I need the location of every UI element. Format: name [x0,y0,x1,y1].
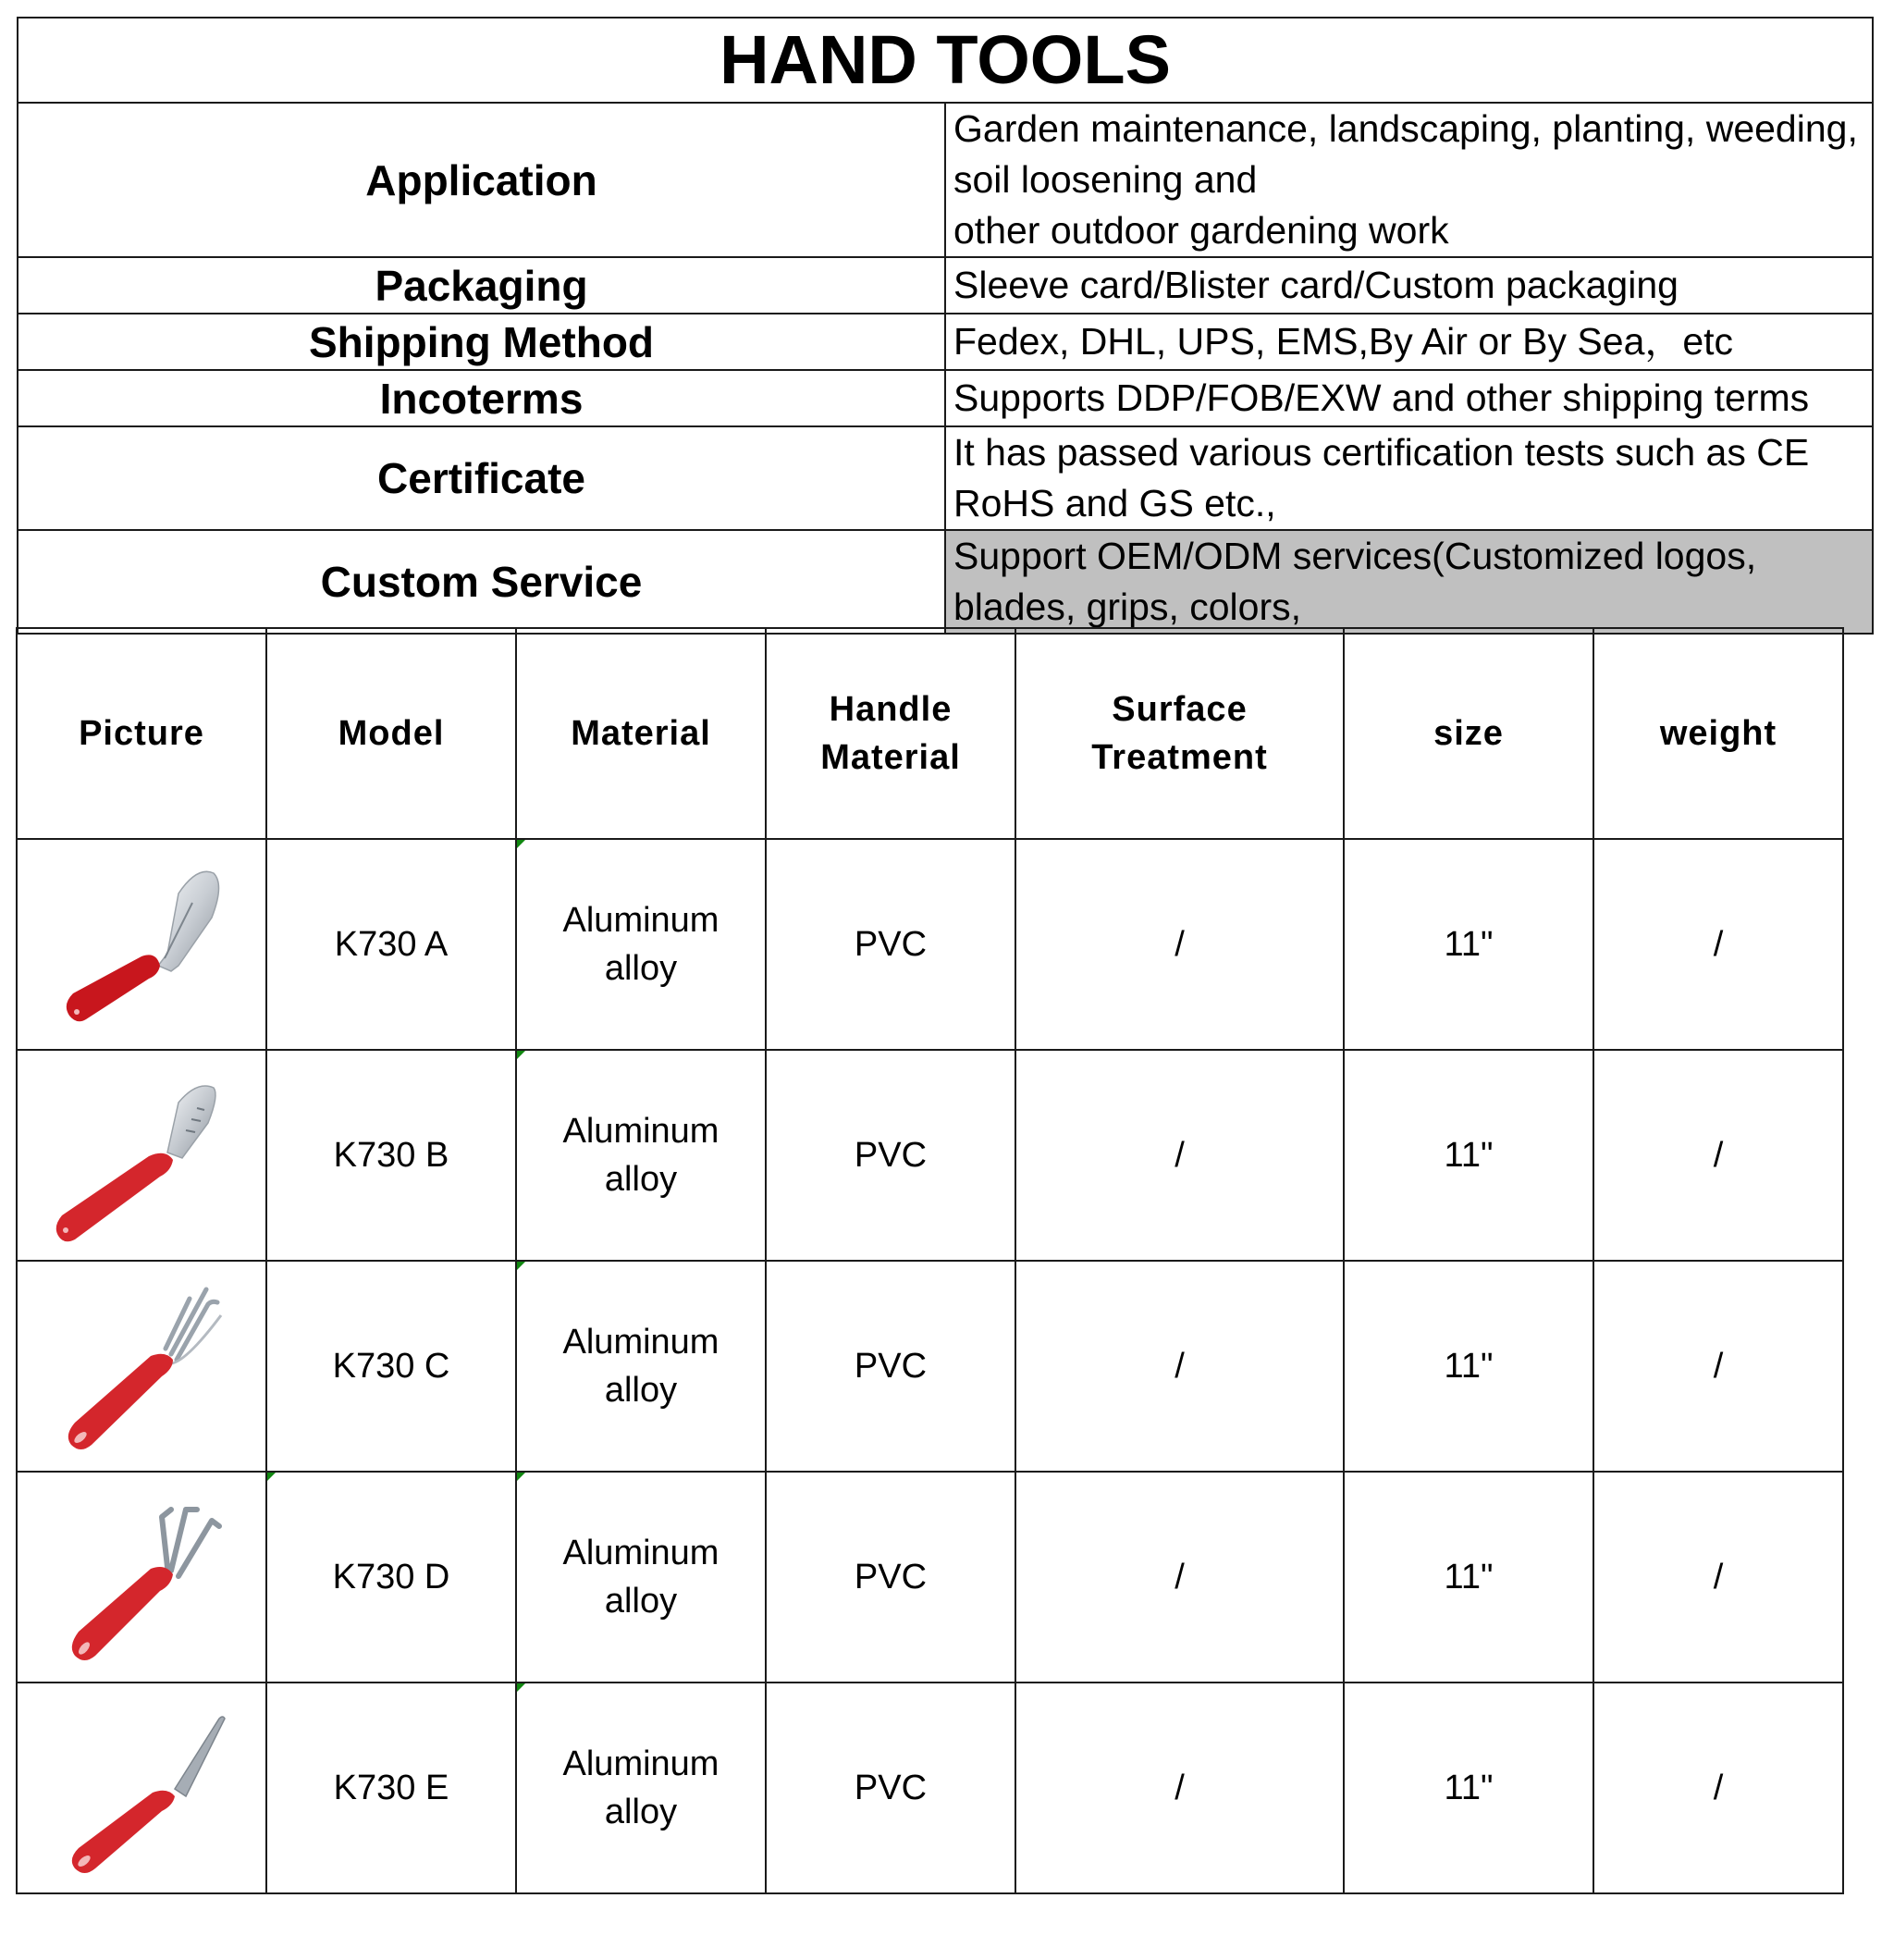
comment-marker [517,1683,525,1692]
model-text: K730 D [332,1558,450,1596]
model-cell: K730 C [266,1261,516,1472]
table-row [17,1050,1843,1261]
picture-cell [17,1683,266,1893]
material-cell [516,1050,766,1261]
weight-cell: / [1593,839,1843,1050]
weight-cell: / [1593,1261,1843,1472]
header-size: size [1344,628,1593,839]
size-cell: 11" [1344,839,1593,1050]
page-title: HAND TOOLS [18,18,1873,103]
size-cell: 11" [1344,1050,1593,1261]
transplanter-icon [49,1067,234,1243]
table-row [17,839,1843,1050]
model-cell: K730 E [266,1683,516,1893]
picture-cell [17,839,266,1050]
fork-icon [49,1278,234,1454]
weeder-icon [49,1700,234,1876]
header-line: Treatment [1091,738,1268,777]
header-picture: Picture [17,628,266,839]
spec-row-incoterms [18,370,1873,426]
comment-marker [517,1262,525,1270]
header-line: Surface [1112,690,1248,729]
header-model: Model [266,628,516,839]
material-line: alloy [604,1371,678,1410]
picture-cell [17,1261,266,1472]
handle-cell: PVC [766,1050,1015,1261]
comment-marker [267,1473,276,1481]
spec-label: Certificate [18,426,945,530]
spec-value: It has passed various certification tests such as CE RoHS and GS etc., [945,426,1873,530]
model-cell [266,1472,516,1683]
material-cell [516,839,766,1050]
spec-label: Packaging [18,257,945,314]
material-line: alloy [604,949,678,988]
table-row [17,1472,1843,1683]
header-surface-treatment [1015,628,1344,839]
spec-label: Application [18,103,945,257]
header-handle-material [766,628,1015,839]
size-cell: 11" [1344,1472,1593,1683]
material-cell [516,1472,766,1683]
handle-cell: PVC [766,1683,1015,1893]
model-cell: K730 B [266,1050,516,1261]
spec-value-selected[interactable]: Support OEM/ODM services(Customized logos, blades, grips, colors, [945,530,1873,634]
spec-value-line: Garden maintenance, landscaping, planting, weeding, soil loosening and [953,107,1858,201]
handle-cell: PVC [766,1261,1015,1472]
handle-cell: PVC [766,1472,1015,1683]
model-cell: K730 A [266,839,516,1050]
material-cell [516,1683,766,1893]
weight-cell: / [1593,1472,1843,1683]
spec-value: Sleeve card/Blister card/Custom packaging [945,257,1873,314]
spec-row-certificate [18,426,1873,530]
header-weight: weight [1593,628,1843,839]
spec-label: Incoterms [18,370,945,426]
weight-cell: / [1593,1683,1843,1893]
product-header-row [17,628,1843,839]
material-cell [516,1261,766,1472]
size-cell: 11" [1344,1683,1593,1893]
spec-label: Custom Service [18,530,945,634]
header-material: Material [516,628,766,839]
spec-label: Shipping Method [18,314,945,370]
surface-cell: / [1015,839,1344,1050]
spec-row-shipping-method [18,314,1873,370]
comment-marker [517,1473,525,1481]
material-line: Aluminum [562,1112,719,1151]
table-row [17,1683,1843,1893]
spec-row-packaging [18,257,1873,314]
size-cell: 11" [1344,1261,1593,1472]
comment-marker [517,1051,525,1059]
surface-cell: / [1015,1472,1344,1683]
material-line: alloy [604,1582,678,1621]
cultivator-icon [49,1489,234,1665]
surface-cell: / [1015,1261,1344,1472]
picture-cell [17,1472,266,1683]
weight-cell: / [1593,1050,1843,1261]
spec-row-custom-service [18,530,1873,634]
header-line: Handle [829,690,953,729]
picture-cell [17,1050,266,1261]
spec-value-line: other outdoor gardening work [953,209,1449,252]
handle-cell: PVC [766,839,1015,1050]
spec-value: Fedex, DHL, UPS, EMS,By Air or By Sea，etc [945,314,1873,370]
header-line: Material [820,738,961,777]
surface-cell: / [1015,1683,1344,1893]
material-line: alloy [604,1793,678,1831]
material-line: Aluminum [562,1744,719,1783]
material-line: Aluminum [562,1323,719,1362]
trowel-icon [49,857,234,1032]
spec-table [17,17,1874,635]
spec-value: Supports DDP/FOB/EXW and other shipping terms [945,370,1873,426]
product-table [16,627,1844,1894]
table-row [17,1261,1843,1472]
material-line: alloy [604,1160,678,1199]
spec-value [945,103,1873,257]
comment-marker [517,840,525,848]
material-line: Aluminum [562,901,719,940]
surface-cell: / [1015,1050,1344,1261]
spec-row-application [18,103,1873,257]
material-line: Aluminum [562,1534,719,1572]
